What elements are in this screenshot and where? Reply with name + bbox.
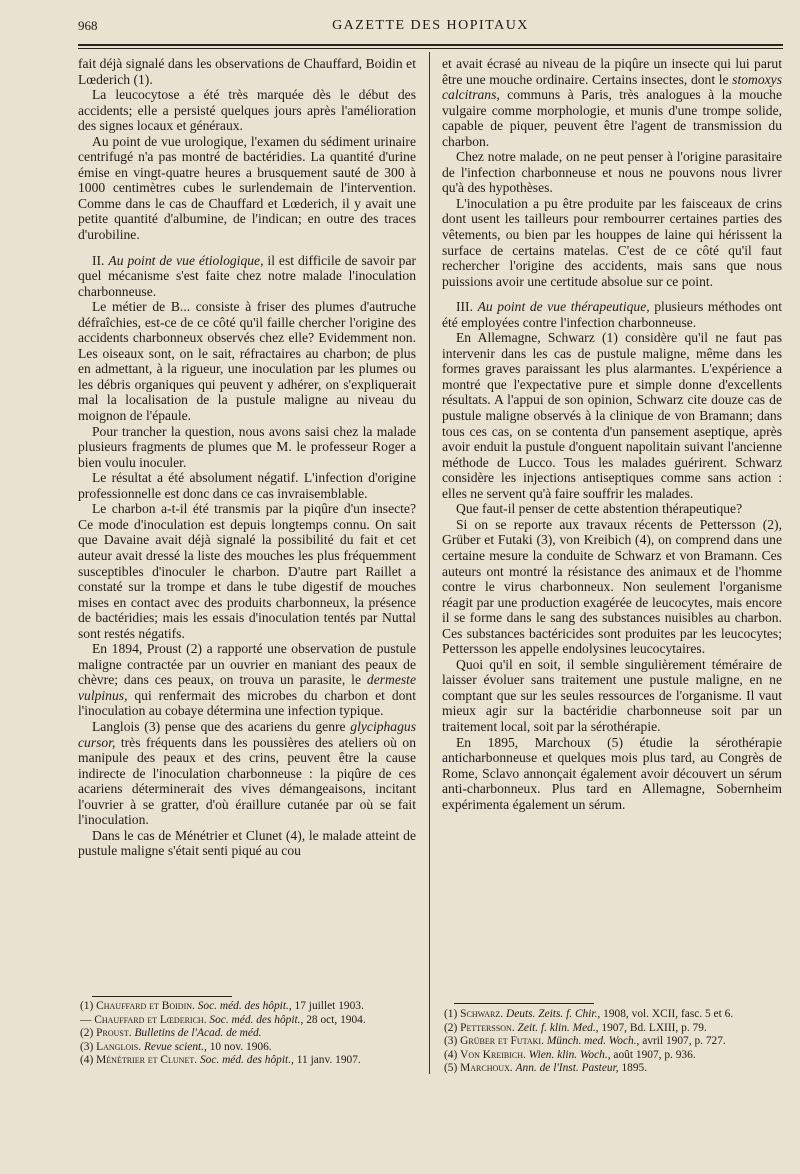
footnote xyxy=(80,1000,410,1014)
paragraph: Le résultat a été absolument négatif. L'infection d'origine professionnelle est donc dans ce cas invraisemblable. xyxy=(78,470,416,501)
section-ii-paragraph xyxy=(78,253,416,300)
footnote-number: (2) xyxy=(444,1021,458,1034)
paragraph: Au point de vue urologique, l'examen du sédiment urinaire centrifugé n'a pas montré de bactéridies. La quantité d'urine émise en vingt-quatre heures a brusquement sauté de 300 à 1000 centimètres cubes le surlendemain de l'intervention. Comme dans le cas de Chauffard et Lœderich, il y avait une petite quantité d'albumine, de l'indican; en outre des traces d'urobiline. xyxy=(78,133,416,243)
footnote-detail: 1907, Bd. LXIII, p. 79. xyxy=(598,1021,707,1034)
footnote xyxy=(80,1014,410,1028)
paragraph-text: Langlois (3) pense que des acariens du genre xyxy=(92,718,351,734)
paragraph: En Allemagne, Schwarz (1) considère qu'il ne faut pas intervenir dans les cas de pustule maligne, même dans les formes graves paraissant les plus alarmantes. L'expérience a montré que l'expectative pure et simple donne d'excellents résultats. A l'appui de son opinion, Schwarz cite douze cas de pustule maligne observés à la clinique de von Bramann; dans tous ces cas, on se contenta d'un pansement aseptique, après avoir enduit la pustule d'onguent napolitain suivant l'ancienne méthode de Lucco. Tous les malades guérirent. Schwarz considère les injections antiseptiques comme sans action : elles ne servent qu'à faire souffrir les malades. xyxy=(442,330,782,501)
paragraph: fait déjà signalé dans les observations de Chauffard, Boidin et Lœderich (1). xyxy=(78,56,416,87)
paragraph: Chez notre malade, on ne peut penser à l'origine parasitaire de l'infection charbonneuse et nous ne pouvons nous livrer qu'à des hypothèses. xyxy=(442,149,782,196)
page-number: 968 xyxy=(78,18,98,33)
journal-title: GAZETTE DES HOPITAUX xyxy=(332,18,529,33)
header-rule-thick xyxy=(78,44,783,46)
footnote-rule xyxy=(454,1003,594,1004)
section-numeral: III. xyxy=(456,299,473,315)
paragraph: Le métier de B... consiste à friser des plumes d'autruche défraîchies, est-ce de ce côté qu'il faille chercher l'origine des accidents charbonneux observés chez elle? Evidemment non. Les oiseaux sont, on le sait, réfractaires au charbon; de plus en admettant, à la rigueur, une inoculation par les plumes ou les débris organiques qui peuvent y adhérer, on s'expliquerait mal la localisation de la pustule maligne au niveau du moignon de l'épaule. xyxy=(78,299,416,424)
paragraph: L'inoculation a pu être produite par les faisceaux de crins dont usent les tailleurs pour rembourrer certaines parties des vêtements, ou bien par les houppes de laine qui hérissent la surface de certains matelas. C'est de ce côté qu'il faut rechercher l'origine des accidents, mais sans que nous puissions avoir une certitude absolue sur ce point. xyxy=(442,195,782,289)
footnotes-right xyxy=(444,1008,780,1076)
footnote xyxy=(444,1022,780,1036)
footnote-number: (2) xyxy=(80,1027,94,1040)
paragraph-text: très fréquents dans les poussières des ateliers où on manipule des peaux et des crins, peuvent être la cause indirecte de l'inoculation charbonneuse : la piqûre de ces acariens déterminerait des vives démangeaisons, incitant l'ouvrier à se gratter, d'où éraillure cutanée par où se fait l'inoculation. xyxy=(78,734,416,828)
footnote xyxy=(80,1041,410,1055)
footnote-journal: Soc. méd. des hôpit., xyxy=(199,1054,294,1067)
left-column xyxy=(78,56,416,859)
species-name: dermeste vulpinus, xyxy=(78,672,416,703)
footnote-journal: Soc. méd. des hôpit., xyxy=(209,1013,304,1026)
footnote-detail: 10 nov. 1906. xyxy=(206,1040,272,1053)
header-rule-thin xyxy=(78,48,783,49)
paragraph-text: communs à Paris, très analogues à la mouche vulgaire comme morphologie, et munis d'une trompe solide, capable de piquer, peuvent être l'agent de transmission du charbon. xyxy=(442,87,782,149)
footnote-number: — xyxy=(80,1013,92,1026)
footnote-detail: avril 1907, p. 727. xyxy=(639,1035,726,1048)
footnote-author: Pettersson. xyxy=(460,1021,515,1034)
section-heading: Au point de vue thérapeutique, xyxy=(477,299,650,315)
footnote-rule xyxy=(92,996,232,997)
paragraph-insects xyxy=(442,56,782,149)
footnote-number: (5) xyxy=(444,1062,458,1075)
footnote-journal: Ann. de l'Inst. Pasteur, xyxy=(515,1062,619,1075)
footnote-detail: 11 janv. 1907. xyxy=(293,1054,361,1067)
paragraph-text: qui renfermait des microbes du charbon et dont l'inoculation au cobaye détermina une infection typique. xyxy=(78,687,416,719)
footnote-detail: 17 juillet 1903. xyxy=(291,1000,364,1012)
footnote-author: Proust. xyxy=(96,1027,132,1040)
footnote-author: Schwarz. xyxy=(460,1008,504,1020)
footnote xyxy=(444,1008,780,1022)
paragraph: Le charbon a-t-il été transmis par la piqûre d'un insecte? Ce mode d'inoculation est depuis longtemps connu. On sait que Davaine avait déjà signalé la possibilité du fait et cet auteur avait dressé la liste des mouches les plus fréquemment susceptibles d'inoculer le charbon. D'autre part Raillet a constaté sur la trompe et dans le tube digestif de mouches mises en contact avec des produits charbonneux, la présence de bactéridies; mais les essais d'inoculation tentés par Nuttal sont restés négatifs. xyxy=(78,501,416,641)
paragraph: Que faut-il penser de cette abstention thérapeutique? xyxy=(456,501,743,517)
footnote xyxy=(80,1027,410,1041)
footnote-journal: Wien. klin. Woch., xyxy=(528,1048,611,1061)
footnote-detail: 28 oct, 1904. xyxy=(303,1013,366,1026)
footnote-author: Ménétrier et Clunet. xyxy=(96,1054,198,1067)
footnote-number: (4) xyxy=(444,1048,458,1061)
paragraph: La leucocytose a été très marquée dès le début des accidents; elle a persisté quelques jours après l'amélioration des signes locaux et généraux. xyxy=(78,87,416,134)
column-divider xyxy=(429,52,430,1074)
footnote xyxy=(444,1035,780,1049)
footnote-journal: Soc. méd. des hôpit., xyxy=(197,1000,292,1012)
paragraph-text: En 1894, Proust (2) a rapporté une observation de pustule maligne contractée par un ouvrier en maniant des peaux de chèvre; dans ces peaux, on trouva un parasite, le xyxy=(78,641,416,688)
paragraph-text: et avait écrasé au niveau de la piqûre un insecte qui lui parut être une mouche ordinaire. Certains insectes, dont le xyxy=(442,56,782,87)
section-numeral: II. xyxy=(92,252,105,268)
paragraph: Quoi qu'il en soit, il semble singulièrement téméraire de laisser évoluer sans traitement une pustule maligne, en ne comptant que sur les seules ressources de l'organisme. Il vaut mieux agir sur la bactéridie charbonneuse soit par un traitement local, soit par la sérothérapie. xyxy=(442,656,782,734)
footnote-detail: août 1907, p. 936. xyxy=(610,1048,696,1061)
footnote-author: Chauffard et Boidin. xyxy=(96,1000,195,1012)
footnote-detail: 1908, vol. XCII, fasc. 5 et 6. xyxy=(600,1008,734,1020)
footnote-journal: Zeit. f. klin. Med., xyxy=(517,1021,599,1034)
footnote-author: Chauffard et Lœderich. xyxy=(94,1013,207,1026)
footnote-detail: 1895. xyxy=(618,1062,648,1075)
paragraph-langlois xyxy=(78,719,416,828)
paragraph: En 1895, Marchoux (5) étudie la sérothérapie anticharbonneuse et quelques mois plus tard, au Congrès de Rome, Sclavo annonçait également avoir découvert un sérum anti-charbonneux. Plus tard en Allemagne, Sobernheim expérimenta également un sérum. xyxy=(442,734,782,812)
paragraph: Si on se reporte aux travaux récents de Pettersson (2), Grüber et Futaki (3), von Kreibich (4), on comprend dans une certaine mesure la conduite de Schwarz et von Bramann. Ces auteurs ont montré la résistance des animaux et de l'homme contre le virus charbonneux. Non seulement l'organisme réagit par une production exagérée de leucocytes, mais encore il se forme dans le sang des substances nuisibles au charbon. Ces substances bactéricides sont produites par les leucocytes; Pettersson les appelle endolysines leucocytaires. xyxy=(442,516,782,657)
footnote-journal: Münch. med. Woch., xyxy=(546,1035,640,1048)
footnote-author: Marchoux. xyxy=(460,1062,513,1075)
footnotes-left xyxy=(80,1000,410,1068)
paragraph: Pour trancher la question, nous avons saisi chez la malade plusieurs fragments de plumes que M. le professeur Roger a bien voulu inoculer. xyxy=(78,423,416,470)
footnote-number: (1) xyxy=(444,1008,458,1020)
footnote xyxy=(444,1062,780,1076)
footnote-author: Langlois. xyxy=(96,1040,142,1053)
footnote-number: (1) xyxy=(80,1000,94,1012)
footnote-journal: Deuts. Zeits. f. Chir., xyxy=(505,1008,601,1020)
species-name: glyciphagus cursor, xyxy=(78,718,416,750)
paragraph-text: plusieurs méthodes ont été employées contre l'infection charbonneuse. xyxy=(442,299,782,330)
footnote xyxy=(444,1049,780,1063)
footnote-number: (3) xyxy=(444,1035,458,1048)
footnote-journal: Bulletins de l'Acad. de méd. xyxy=(134,1027,262,1040)
section-heading: Au point de vue étiologique, xyxy=(108,252,264,268)
footnote-number: (3) xyxy=(80,1040,94,1053)
species-name: stomoxys calcitrans, xyxy=(442,71,782,103)
footnote-number: (4) xyxy=(80,1054,94,1067)
footnote xyxy=(80,1054,410,1068)
section-iii-paragraph xyxy=(442,299,782,330)
page-header xyxy=(78,16,783,40)
footnote-author: Grüber et Futaki. xyxy=(460,1035,544,1048)
paragraph-text: il est difficile de savoir par quel mécanisme s'est faite chez notre malade l'inoculation charbonneuse. xyxy=(78,252,416,299)
footnote-author: Von Kreibich. xyxy=(460,1048,526,1061)
footnote-journal: Revue scient., xyxy=(143,1040,207,1053)
paragraph-proust xyxy=(78,641,416,719)
right-column xyxy=(442,56,782,812)
paragraph: Dans le cas de Ménétrier et Clunet (4), le malade atteint de pustule maligne s'était senti piqué au cou xyxy=(78,827,416,859)
